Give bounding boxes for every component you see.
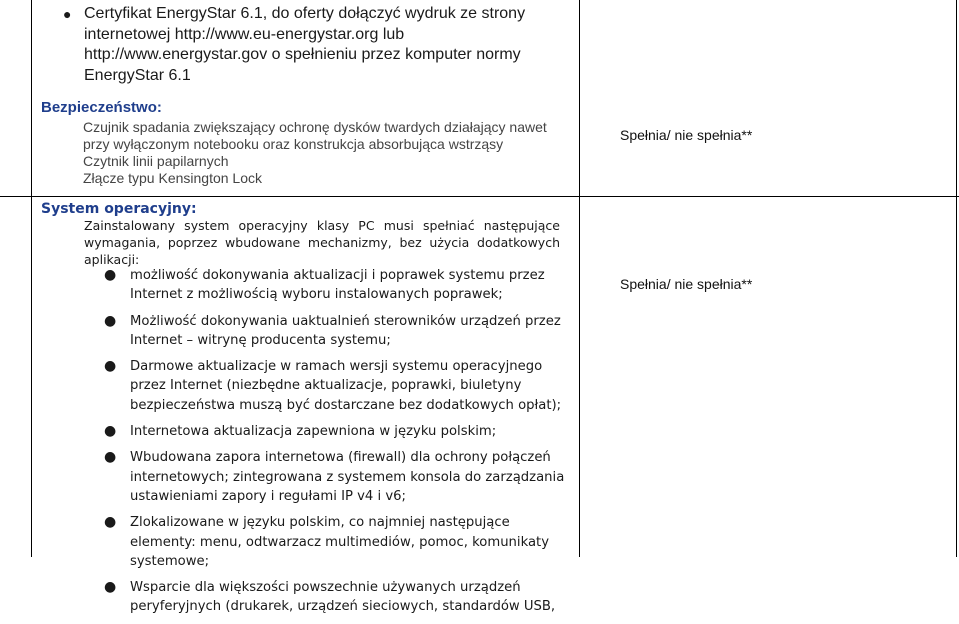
security-requirements	[83, 119, 563, 187]
certificate-line: Certyfikat EnergyStar 6.1, do oferty dołączyć wydruk ze strony	[84, 5, 526, 22]
list-item-line: internetowych; zintegrowana z systemem konsola do zarządzania	[130, 469, 565, 485]
list-item-line: możliwość dokonywania aktualizacji i poprawek systemu przez	[130, 268, 545, 283]
list-item-line: Wbudowana zapora internetowa (firewall) dla ochrony połączeń	[130, 450, 551, 466]
list-item-line: Darmowe aktualizacje w ramach wersji systemu operacyjnego	[130, 359, 543, 375]
security-heading: Bezpieczeństwo:	[41, 99, 162, 116]
list-item-line: Możliwość dokonywania uaktualnień sterowników urządzeń przez	[130, 313, 561, 329]
list-item	[104, 422, 570, 441]
list-item-line: Zlokalizowane w języku polskim, co najmniej następujące	[130, 515, 510, 531]
os-intro-line: wymagania, poprzez wbudowane mechanizmy, bez użycia dodatkowych	[84, 235, 560, 250]
table-border-left	[31, 0, 32, 557]
os-intro-line: aplikacji:	[84, 252, 140, 267]
list-item	[104, 578, 570, 617]
bullet-icon: ●	[104, 449, 117, 466]
os-intro-line: Zainstalowany system operacyjny klasy PC musi spełniać następujące	[84, 218, 560, 233]
list-item-line: Wsparcie dla większości powszechnie używanych urządzeń	[130, 580, 521, 596]
list-item	[104, 266, 570, 305]
bullet-icon: ●	[104, 312, 117, 329]
list-item-line: ustawieniami zapory i regułami IP v4 i v6;	[130, 488, 406, 504]
os-requirements-list	[104, 266, 570, 624]
list-item	[104, 357, 570, 415]
list-item	[104, 312, 570, 351]
os-status: Spełnia/ nie spełnia**	[620, 276, 753, 292]
table-column-divider	[579, 0, 580, 557]
certificate-requirement	[63, 4, 544, 86]
table-border-right	[956, 0, 957, 557]
list-item	[104, 513, 570, 571]
os-intro	[84, 217, 560, 268]
bullet-icon: ●	[104, 358, 117, 375]
bullet-icon: ●	[104, 267, 117, 283]
certificate-line: EnergyStar 6.1	[84, 66, 191, 84]
certificate-line: internetowej http://www.eu-energystar.org lub	[84, 25, 405, 43]
bullet-icon: ●	[104, 579, 117, 596]
os-heading: System operacyjny:	[41, 201, 197, 217]
list-item-line: peryferyjnych (drukarek, urządzeń sieciowych, standardów USB,	[130, 599, 556, 615]
list-item-line: Internet z możliwością wyboru instalowanych poprawek;	[130, 287, 503, 303]
list-item-line: Internetowa aktualizacja zapewniona w języku polskim;	[130, 424, 497, 440]
list-item	[104, 448, 570, 506]
list-item-line: elementy: menu, odtwarzacz multimediów, pomoc, komunikaty	[130, 534, 550, 550]
bullet-icon: ●	[63, 6, 72, 22]
security-line: Czujnik spadania zwiększający ochronę dysków twardych działający nawet	[83, 119, 547, 135]
certificate-line: http://www.energystar.gov o spełnieniu przez komputer normy	[84, 46, 521, 64]
bullet-icon: ●	[104, 423, 117, 440]
table-row-divider	[0, 196, 959, 197]
security-line: przy wyłączonym notebooku oraz konstrukcja absorbująca wstrząsy	[83, 136, 504, 152]
bullet-icon: ●	[104, 514, 117, 531]
security-line: Złącze typu Kensington Lock	[83, 170, 262, 186]
list-item-line: przez Internet (niezbędne aktualizacje, poprawki, biuletyny	[130, 378, 522, 394]
list-item-line: bezpieczeństwa muszą być dostarczane bez dodatkowych opłat);	[130, 397, 562, 413]
security-status: Spełnia/ nie spełnia**	[620, 127, 753, 143]
list-item-line: Internet – witrynę producenta systemu;	[130, 332, 391, 348]
list-item-line: systemowe;	[130, 553, 210, 569]
security-line: Czytnik linii papilarnych	[83, 153, 229, 169]
